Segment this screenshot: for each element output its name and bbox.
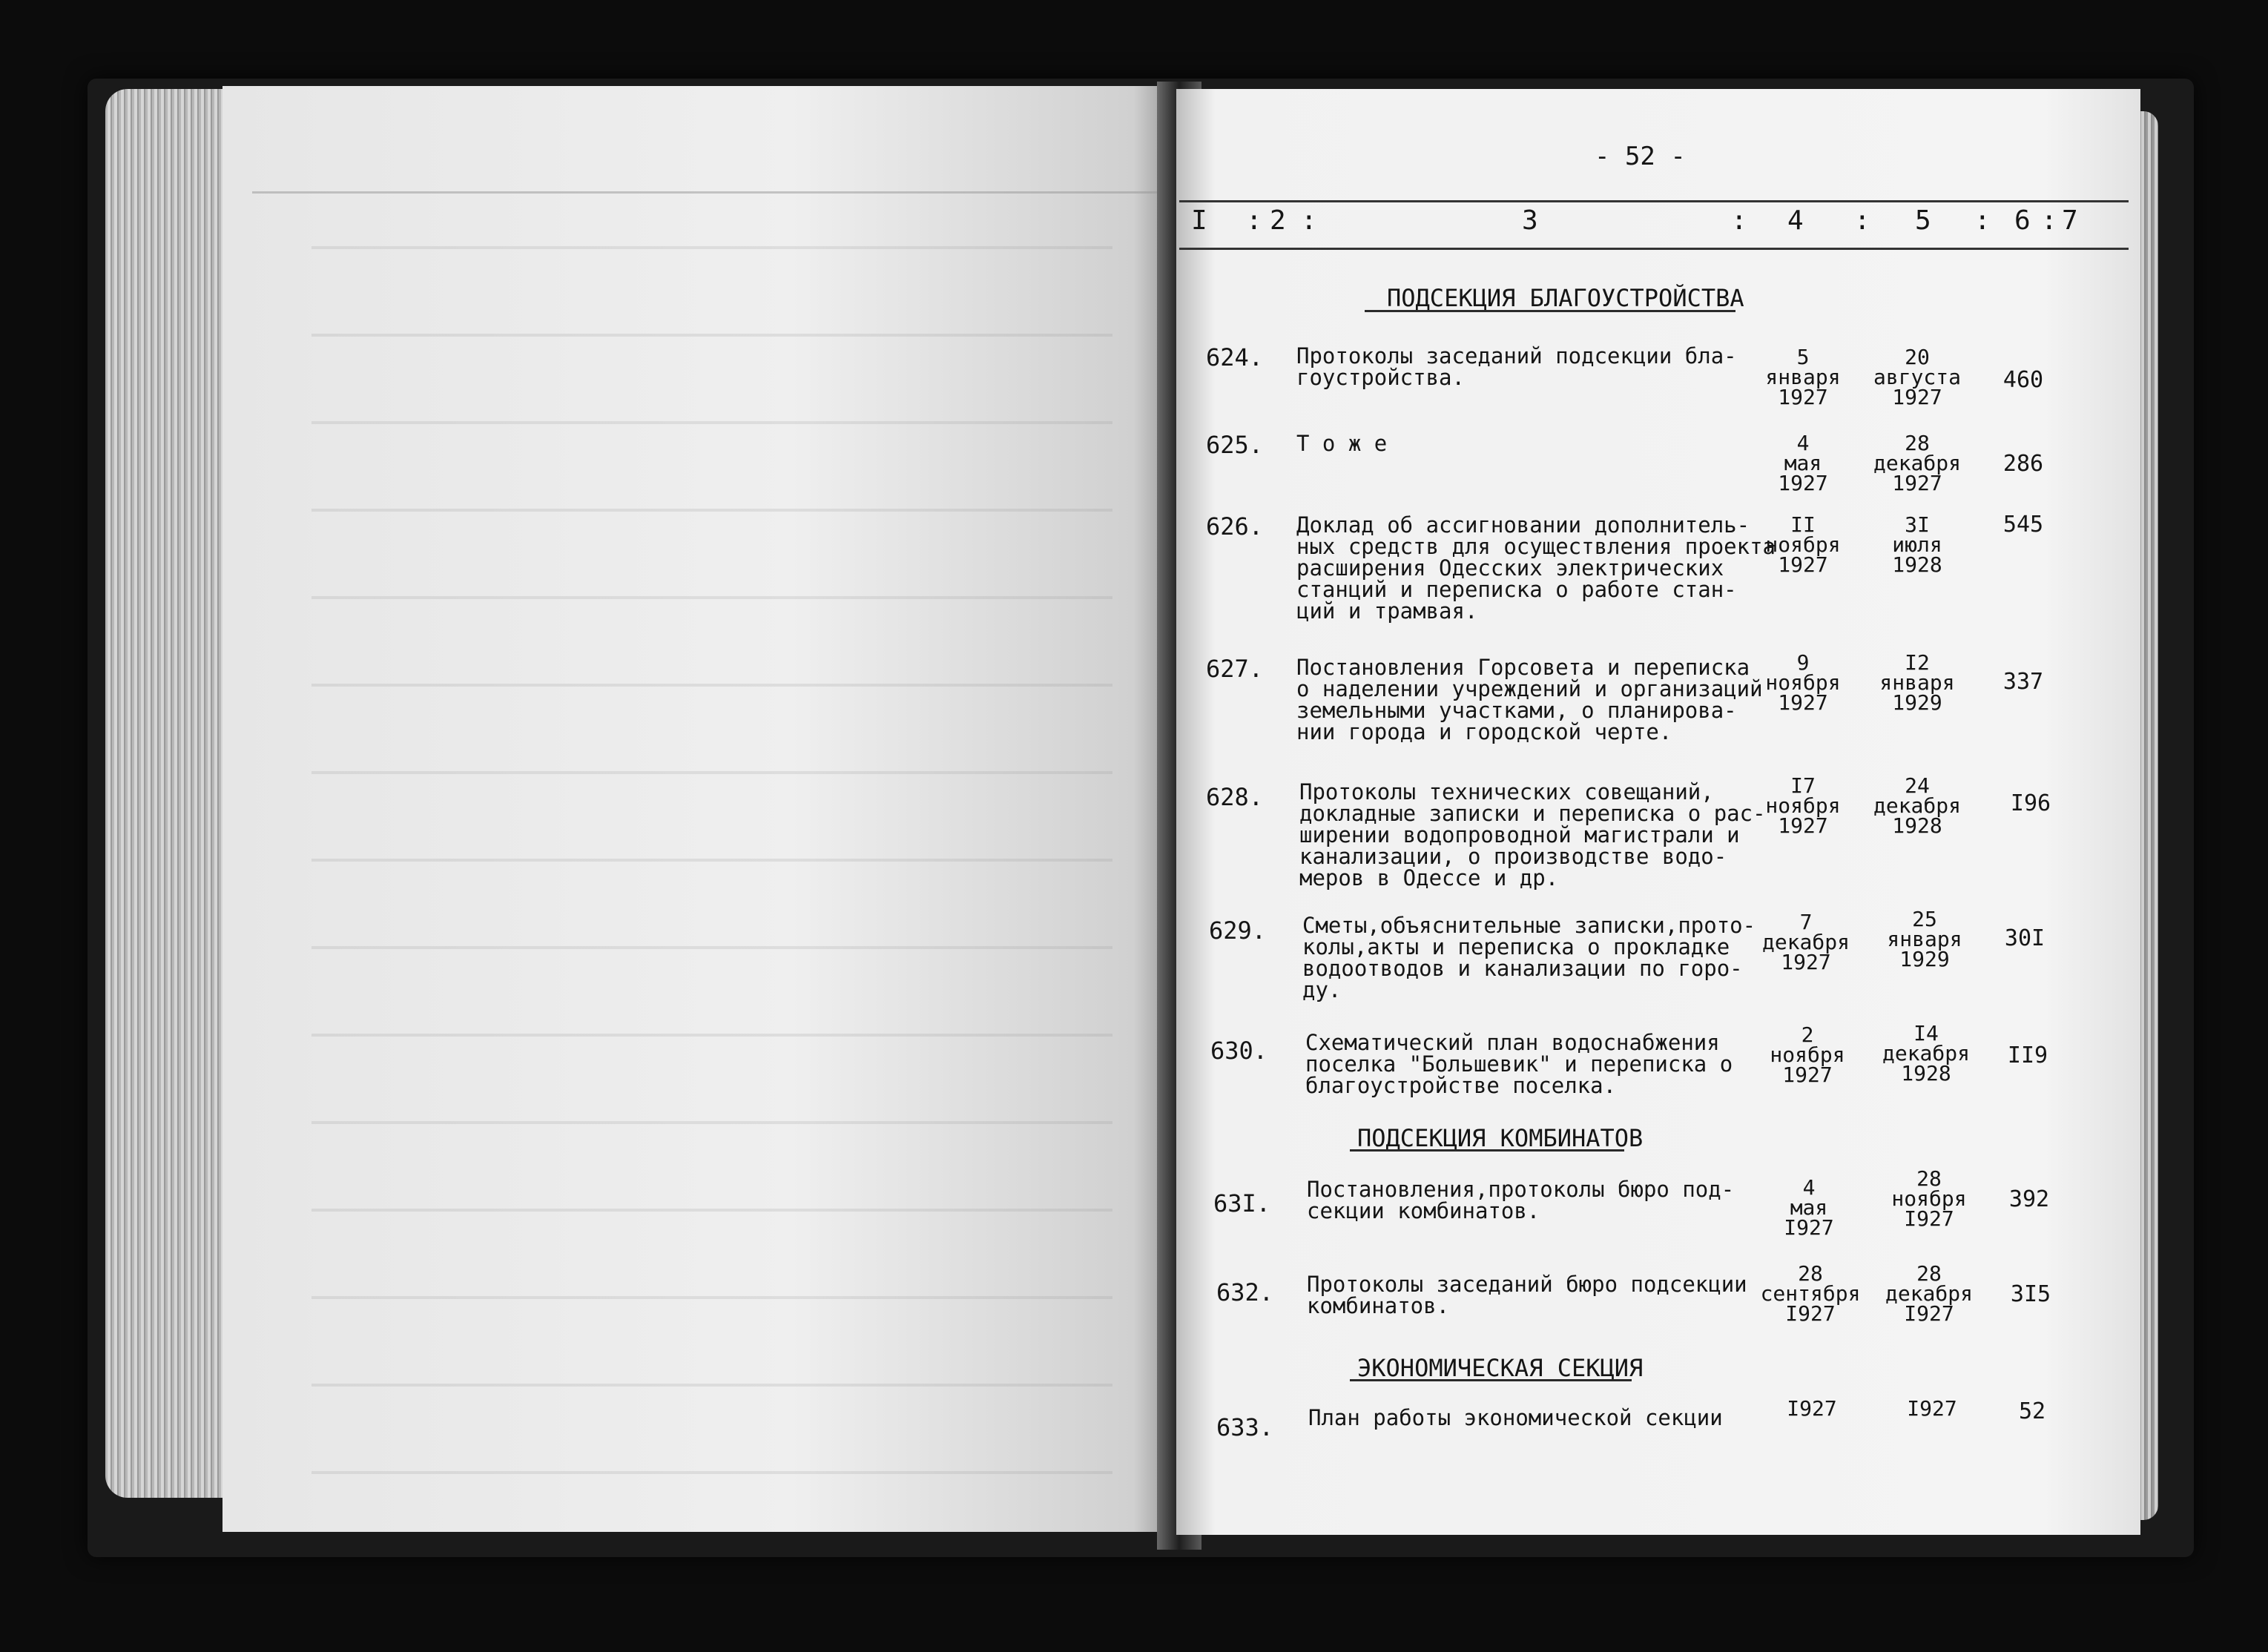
section-title: ПОДСЕКЦИЯ БЛАГОУСТРОЙСТВА bbox=[1387, 284, 1744, 312]
col-head-6: 6 bbox=[2014, 205, 2031, 236]
col-head-sep: : bbox=[1301, 205, 1317, 236]
col-head-5: 5 bbox=[1915, 205, 1931, 236]
row-description: Протоколы заседаний подсекции бла- гоустройства. bbox=[1296, 343, 1737, 390]
start-date: 5 января 1927 bbox=[1765, 345, 1841, 409]
row-description: Протоколы заседаний бюро подсекции комбинатов. bbox=[1307, 1272, 1747, 1318]
section-underline bbox=[1350, 1149, 1624, 1152]
end-date: 20 августа 1927 bbox=[1873, 345, 1961, 409]
section-underline bbox=[1350, 1379, 1632, 1381]
col-head-2: 2 bbox=[1270, 205, 1286, 236]
row-description: Протоколы технических совещаний, докладные записки и переписка о рас- ширении водопроводной магистрали и канализации, о производстве водо- меров в Одессе и др. bbox=[1299, 779, 1766, 891]
row-description: Схематический план водоснабжения поселка "Большевик" и переписка о благоустройстве поселка. bbox=[1305, 1030, 1733, 1098]
col-head-4: 4 bbox=[1787, 205, 1804, 236]
sheet-count: 545 bbox=[2002, 512, 2044, 538]
sheet-count: 337 bbox=[2002, 669, 2044, 695]
col-head-7: 7 bbox=[2062, 205, 2078, 236]
row-description: Постановления Горсовета и переписка о наделении учреждений и организаций земельными участками, о планирова- нии города и городской черте. bbox=[1296, 655, 1763, 744]
row-number: 629. bbox=[1209, 916, 1267, 945]
row-number: 633. bbox=[1216, 1413, 1274, 1441]
sheet-count: 3I5 bbox=[2010, 1281, 2051, 1307]
col-head-sep: : bbox=[1246, 205, 1262, 236]
sheet-count: 52 bbox=[2018, 1398, 2046, 1424]
end-date: 3I июля 1928 bbox=[1892, 512, 1942, 577]
start-date: 4 мая 1927 bbox=[1778, 431, 1828, 495]
row-number: 63I. bbox=[1213, 1189, 1271, 1217]
end-date: 24 декабря 1928 bbox=[1873, 773, 1961, 838]
start-date: 2 ноября 1927 bbox=[1770, 1022, 1845, 1087]
start-date: 9 ноября 1927 bbox=[1765, 650, 1841, 715]
row-number: 627. bbox=[1206, 655, 1264, 683]
end-date: 28 ноября I927 bbox=[1891, 1166, 1967, 1231]
col-head-sep: : bbox=[1854, 205, 1870, 236]
end-date: I2 января 1929 bbox=[1879, 650, 1955, 715]
section-underline bbox=[1365, 310, 1735, 312]
sheet-count: 30I bbox=[2004, 925, 2046, 951]
row-description: План работы экономической секции bbox=[1308, 1405, 1723, 1430]
col-head-sep: : bbox=[1731, 205, 1747, 236]
left-page-bleed-header bbox=[252, 191, 1172, 194]
sheet-count: 286 bbox=[2002, 451, 2044, 477]
row-description: Постановления,протоколы бюро под- секции комбинатов. bbox=[1307, 1177, 1735, 1223]
row-description: Т о ж е bbox=[1296, 431, 1388, 456]
left-page-bleed-text bbox=[311, 222, 1112, 1483]
start-date: II ноября 1927 bbox=[1765, 512, 1841, 577]
row-number: 632. bbox=[1216, 1278, 1274, 1306]
row-number: 628. bbox=[1206, 783, 1264, 811]
sheet-count: II9 bbox=[2007, 1043, 2048, 1068]
section-title: ЭКОНОМИЧЕСКАЯ СЕКЦИЯ bbox=[1357, 1354, 1644, 1382]
row-description: Доклад об ассигновании дополнитель- ных средств для осуществления проекта расширения Одесских электрических станций и переписка о работе стан- ций и трамвая. bbox=[1296, 512, 1776, 624]
end-date: 28 декабря I927 bbox=[1885, 1261, 1973, 1326]
sheet-count: 392 bbox=[2008, 1186, 2050, 1212]
row-number: 626. bbox=[1206, 512, 1264, 541]
end-date: I4 декабря 1928 bbox=[1882, 1021, 1970, 1086]
header-rule-bottom bbox=[1179, 248, 2129, 250]
end-date: 25 января 1929 bbox=[1887, 907, 1962, 971]
page-number: - 52 - bbox=[1595, 142, 1686, 171]
col-head-sep: : bbox=[1974, 205, 1991, 236]
end-date: 28 декабря 1927 bbox=[1873, 431, 1961, 495]
section-title: ПОДСЕКЦИЯ КОМБИНАТОВ bbox=[1357, 1124, 1644, 1152]
row-description: Сметы,объяснительные записки,прото- колы,акты и переписка о прокладке водоотводов и канализации по горо- ду. bbox=[1302, 913, 1756, 1002]
end-date: I927 bbox=[1907, 1396, 1957, 1421]
col-head-1: I bbox=[1191, 205, 1207, 236]
start-date: I7 ноября 1927 bbox=[1765, 773, 1841, 838]
sheet-count: 460 bbox=[2002, 367, 2044, 393]
col-head-sep: : bbox=[2041, 205, 2057, 236]
col-head-3: 3 bbox=[1522, 205, 1538, 236]
row-number: 624. bbox=[1206, 343, 1264, 371]
start-date: 7 декабря 1927 bbox=[1761, 910, 1850, 974]
start-date: 28 сентября I927 bbox=[1760, 1261, 1861, 1326]
row-number: 625. bbox=[1206, 431, 1264, 459]
header-rule-top bbox=[1179, 200, 2129, 202]
row-number: 630. bbox=[1210, 1037, 1268, 1065]
start-date: I927 bbox=[1787, 1396, 1837, 1421]
start-date: 4 мая I927 bbox=[1784, 1175, 1834, 1240]
sheet-count: I96 bbox=[2010, 790, 2051, 816]
